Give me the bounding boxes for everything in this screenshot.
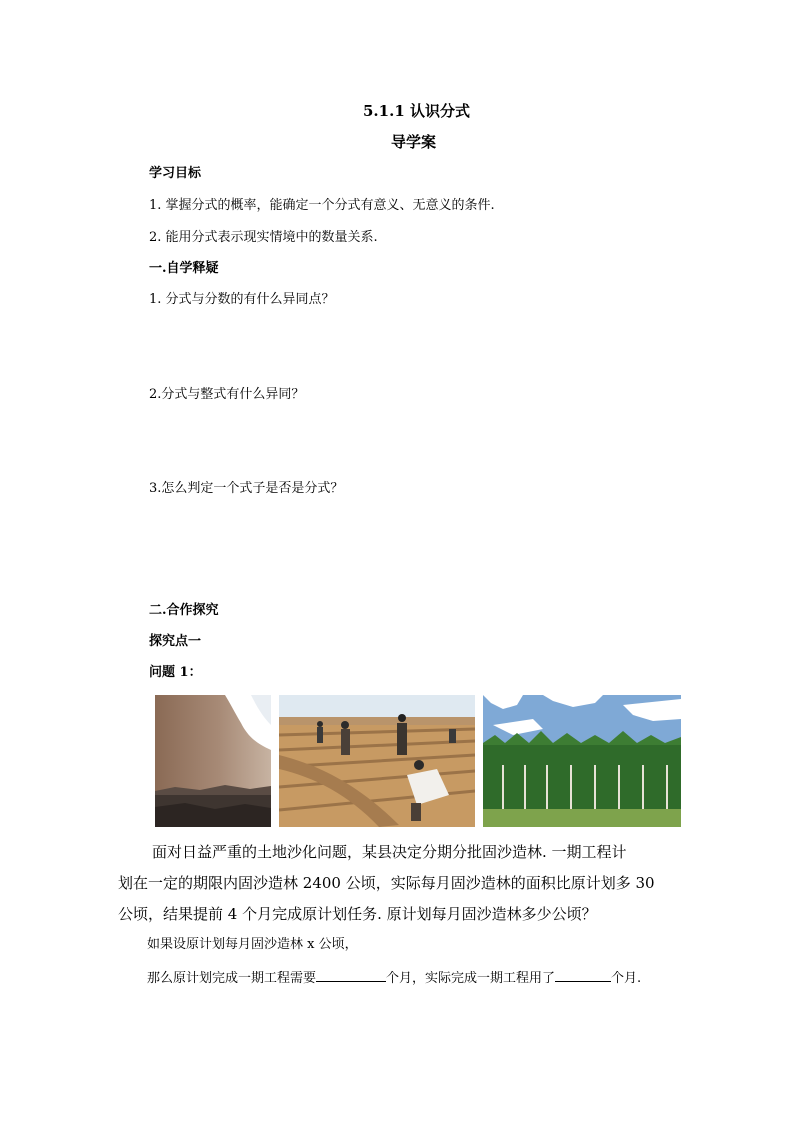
objective-item-1: 1. 掌握分式的概率，能确定一个分式有意义、无意义的条件. (149, 198, 495, 213)
objective-item-2: 2. 能用分式表示现实情境中的数量关系. (149, 230, 378, 245)
question-2: 2.分式与整式有什么异同？ (149, 387, 305, 402)
problem-text-line-1: 面对日益严重的土地沙化问题，某县决定分期分批固沙造林. 一期工程计 (152, 843, 627, 861)
workers-planting-photo (279, 695, 475, 827)
problem-text-line-3: 公顷，结果提前 4 个月完成原计划任务. 原计划每月固沙造林多少公顷？ (118, 905, 597, 923)
question-1: 1. 分式与分数的有什么异同点？ (149, 292, 335, 307)
answer-blank-planned-months[interactable] (316, 968, 386, 982)
doc-title: 5.1.1 认识分式 (363, 102, 470, 120)
sandstorm-photo (155, 695, 271, 827)
answer-blank-actual-months[interactable] (555, 968, 611, 982)
section2-heading: 二.合作探究 (149, 603, 219, 618)
fill-in-line (147, 968, 641, 987)
problem-label: 问题 1： (149, 665, 202, 680)
explore-point-heading: 探究点一 (149, 634, 202, 649)
problem-text-line-2: 划在一定的期限内固沙造林 2400 公顷，实际每月固沙造林的面积比原计划多 30 (118, 874, 655, 892)
doc-subtitle: 导学案 (391, 133, 437, 151)
question-3: 3.怎么判定一个式子是否是分式？ (149, 481, 344, 496)
section1-heading: 一.自学释疑 (149, 261, 219, 276)
poplar-forest-photo (483, 695, 681, 827)
fill-text-b: 个月，实际完成一期工程用了 (386, 971, 556, 986)
fill-text-a: 那么原计划完成一期工程需要 (147, 971, 317, 986)
fill-text-c: 个月. (611, 971, 642, 986)
objectives-heading: 学习目标 (149, 166, 202, 181)
assumption-line: 如果设原计划每月固沙造林 x 公顷， (147, 937, 358, 952)
